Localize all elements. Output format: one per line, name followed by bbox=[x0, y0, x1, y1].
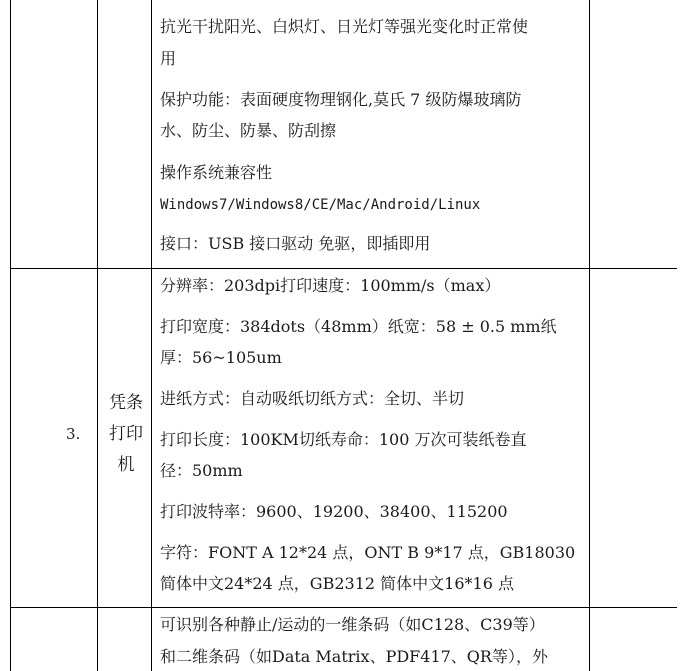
spec-line: 打印宽度：384dots（48mm）纸宽：58 ± 0.5 mm纸 bbox=[160, 317, 557, 336]
spec-line: 径：50mm bbox=[160, 461, 243, 480]
row-divider-2 bbox=[10, 607, 677, 608]
table-right-border bbox=[589, 0, 590, 671]
spec-line: 抗光干扰阳光、白炽灯、日光灯等强光变化时正常使 bbox=[160, 17, 529, 36]
table-left-border bbox=[10, 0, 11, 671]
spec-line: 厚：56~105um bbox=[160, 348, 282, 367]
spec-line: Windows7/Windows8/CE/Mac/Android/Linux bbox=[160, 197, 481, 213]
row-index: 3. bbox=[66, 425, 81, 443]
row-divider-1 bbox=[10, 268, 677, 269]
spec-line: 分辨率：203dpi打印速度：100mm/s（max） bbox=[160, 276, 501, 295]
spec-line: 和二维条码（如Data Matrix、PDF417、QR等），外 bbox=[160, 647, 548, 666]
item-name-line: 机 bbox=[117, 455, 135, 475]
index-column-divider bbox=[97, 0, 98, 671]
spec-line: 打印长度：100KM切纸寿命：100 万次可装纸卷直 bbox=[160, 430, 527, 449]
spec-line: 进纸方式：自动吸纸切纸方式：全切、半切 bbox=[160, 389, 465, 408]
spec-line: 保护功能：表面硬度物理钢化,莫氏 7 级防爆玻璃防 bbox=[160, 90, 522, 109]
item-name bbox=[106, 388, 146, 481]
item-name-line: 凭条 bbox=[109, 393, 143, 413]
spec-line: 字符：FONT A 12*24 点，ONT B 9*17 点，GB18030 bbox=[160, 543, 576, 562]
spec-line: 可识别各种静止/运动的一维条码（如C128、C39等） bbox=[160, 615, 545, 634]
name-column-divider bbox=[151, 0, 152, 671]
spec-line: 水、防尘、防暴、防刮擦 bbox=[160, 121, 337, 140]
spec-line: 打印波特率：9600、19200、38400、115200 bbox=[160, 502, 508, 521]
item-name-line: 打印 bbox=[109, 424, 143, 444]
spec-line: 接口：USB 接口驱动 免驱，即插即用 bbox=[160, 234, 431, 253]
spec-line: 操作系统兼容性 bbox=[160, 163, 273, 182]
spec-line: 用 bbox=[160, 49, 177, 68]
spec-line: 简体中文24*24 点，GB2312 简体中文16*16 点 bbox=[160, 574, 514, 593]
